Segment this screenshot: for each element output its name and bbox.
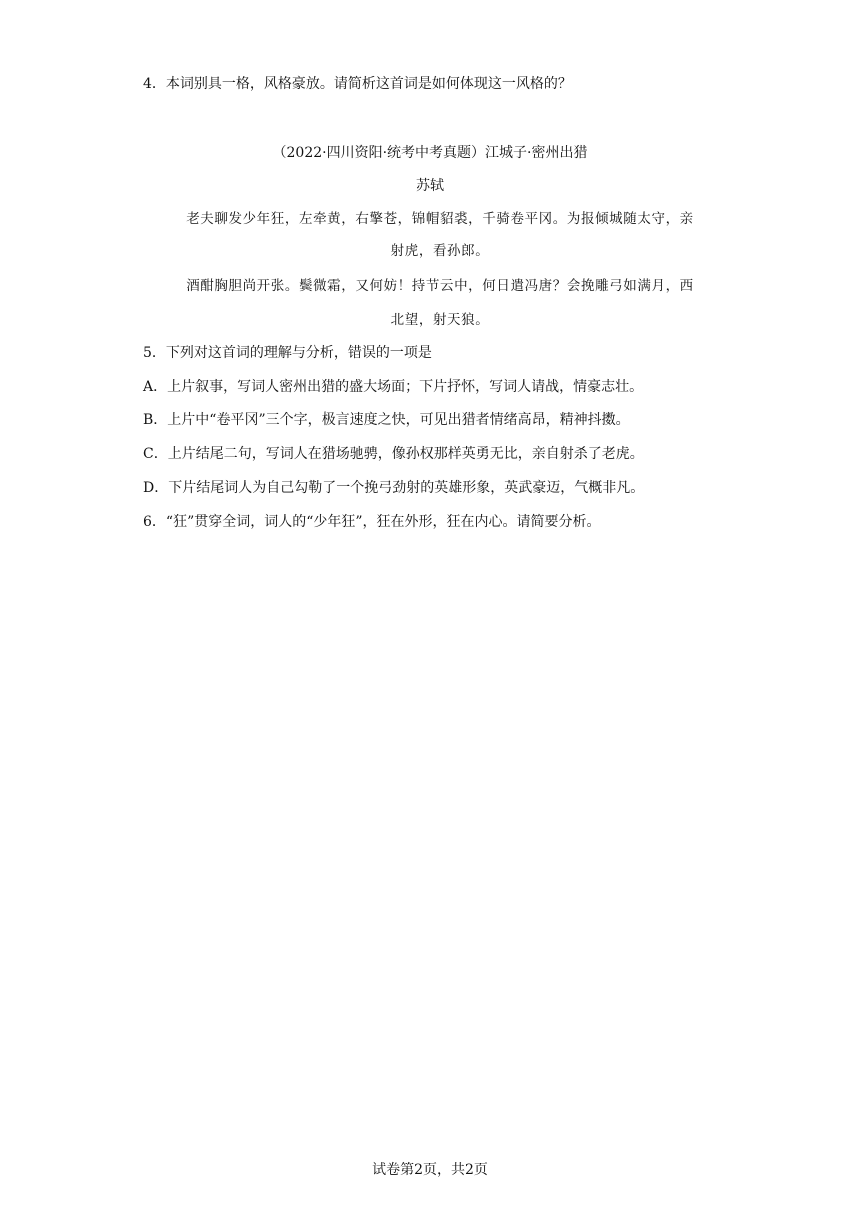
question-5-option-b: B．上片中“卷平冈”三个字，极言速度之快，可见出猎者情绪高昂，精神抖擞。 — [143, 412, 630, 428]
page-footer: 试卷第2页，共2页 — [372, 1162, 488, 1178]
question-5-option-a: A．上片叙事，写词人密州出猎的盛大场面；下片抒怀，写词人请战，情豪志壮。 — [143, 379, 644, 395]
question-4: 4．本词别具一格，风格豪放。请简析这首词是如何体现这一风格的？ — [143, 76, 572, 92]
poem-stanza-1-line-2: 射虎，看孙郎。 — [390, 243, 490, 259]
poem-stanza-1-line-1: 老夫聊发少年狂，左牵黄，右擎苍，锦帽貂裘，千骑卷平冈。为报倾城随太守，亲 — [186, 211, 694, 227]
poem-author: 苏轼 — [416, 178, 444, 194]
question-5-option-d: D．下片结尾词人为自己勾勒了一个挽弓劲射的英雄形象，英武豪迈，气概非凡。 — [143, 480, 645, 496]
question-5-stem: 5．下列对这首词的理解与分析，错误的一项是 — [143, 345, 432, 361]
question-5-option-c: C．上片结尾二句，写词人在猎场驰骋，像孙权那样英勇无比，亲自射杀了老虎。 — [143, 446, 644, 462]
poem-stanza-2-line-1: 酒酣胸胆尚开张。鬓微霜，又何妨！持节云中，何日遣冯唐？会挽雕弓如满月，西 — [186, 278, 694, 294]
question-6: 6．“狂”贯穿全词，词人的“少年狂”，狂在外形，狂在内心。请简要分析。 — [143, 514, 601, 530]
poem-stanza-2-line-2: 北望，射天狼。 — [390, 312, 490, 328]
poem-source-title: （2022·四川资阳·统考中考真题）江城子·密州出猎 — [272, 145, 588, 161]
